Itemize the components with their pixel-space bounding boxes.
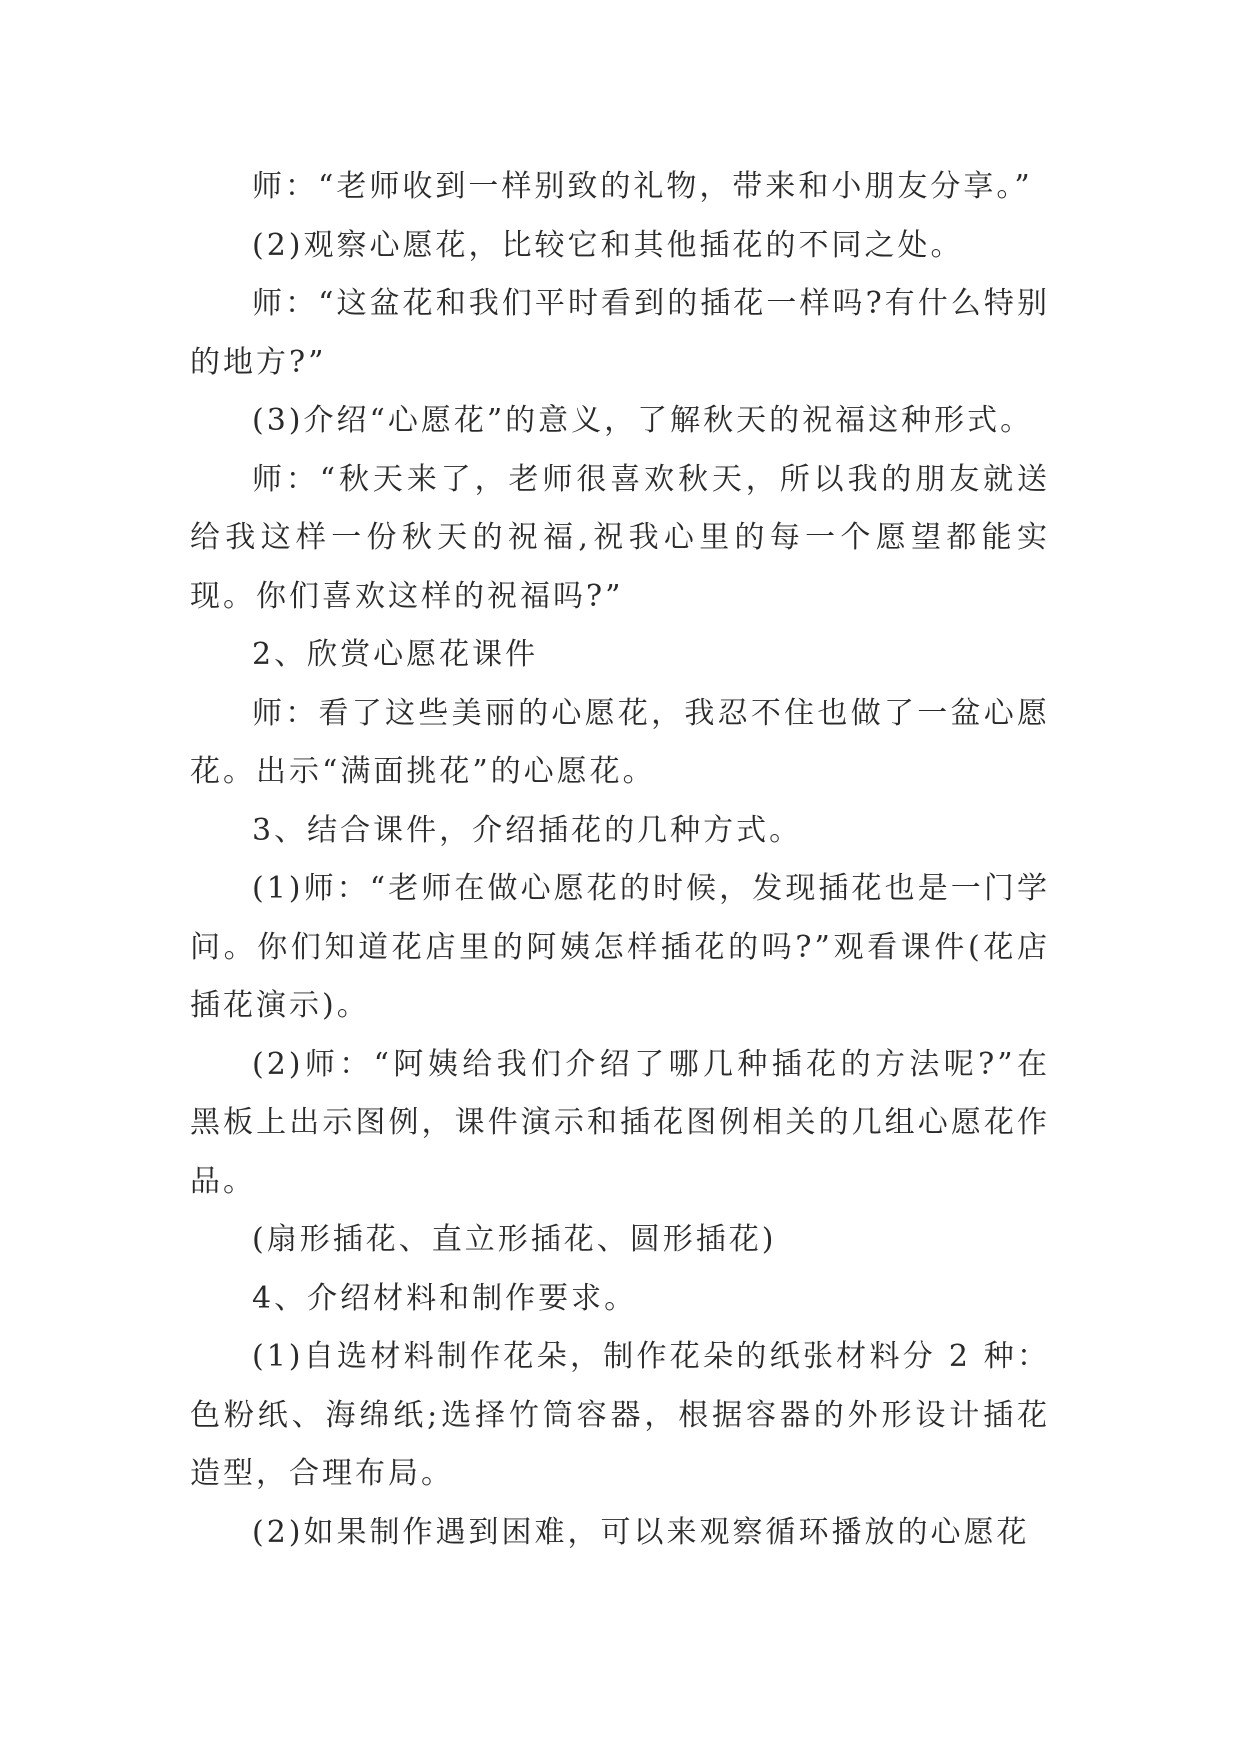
paragraph-section-3-heading: 3、结合课件，介绍插花的几种方式。 (252, 812, 803, 848)
paragraph-materials-requirements: (1)自选材料制作花朵，制作花朵的纸张材料分 2 种：色粉纸、海绵纸;选择竹筒容器，根据容器的外形设计插花造型，合理布局。 (190, 1339, 1050, 1491)
paragraph-teacher-made-flower: 师：看了这些美丽的心愿花，我忍不住也做了一盆心愿花。出示“满面挑花”的心愿花。 (190, 695, 1050, 789)
document-body (190, 158, 1050, 1562)
paragraph-arranging-methods: (2)师：“阿姨给我们介绍了哪几种插花的方法呢?”在黑板上出示图例，课件演示和插花图例相关的几组心愿花作品。 (190, 1046, 1050, 1199)
paragraph-observe-wish-flower: (2)观察心愿花，比较它和其他插花的不同之处。 (252, 227, 964, 263)
paragraph-section-4-heading: 4、介绍材料和制作要求。 (252, 1280, 638, 1316)
paragraph-teacher-question: 师：“这盆花和我们平时看到的插花一样吗?有什么特别的地方?” (190, 286, 1050, 380)
paragraph-wish-flower-meaning: (3)介绍“心愿花”的意义，了解秋天的祝福这种形式。 (252, 403, 1034, 438)
paragraph-difficulty-help: (2)如果制作遇到困难，可以来观察循环播放的心愿花 (252, 1514, 1030, 1550)
paragraph-section-2-heading: 2、欣赏心愿花课件 (252, 637, 539, 672)
paragraph-flower-arranging-learning: (1)师：“老师在做心愿花的时候，发现插花也是一门学问。你们知道花店里的阿姨怎样插花的吗?”观看课件(花店插花演示)。 (190, 871, 1050, 1023)
paragraph-arranging-types: (扇形插花、直立形插花、圆形插花) (252, 1222, 777, 1257)
paragraph-teacher-gift: 师：“老师收到一样别致的礼物，带来和小朋友分享。” (252, 169, 1033, 204)
paragraph-autumn-blessing: 师：“秋天来了，老师很喜欢秋天，所以我的朋友就送给我这样一份秋天的祝福,祝我心里的每一个愿望都能实现。你们喜欢这样的祝福吗?” (190, 461, 1050, 614)
